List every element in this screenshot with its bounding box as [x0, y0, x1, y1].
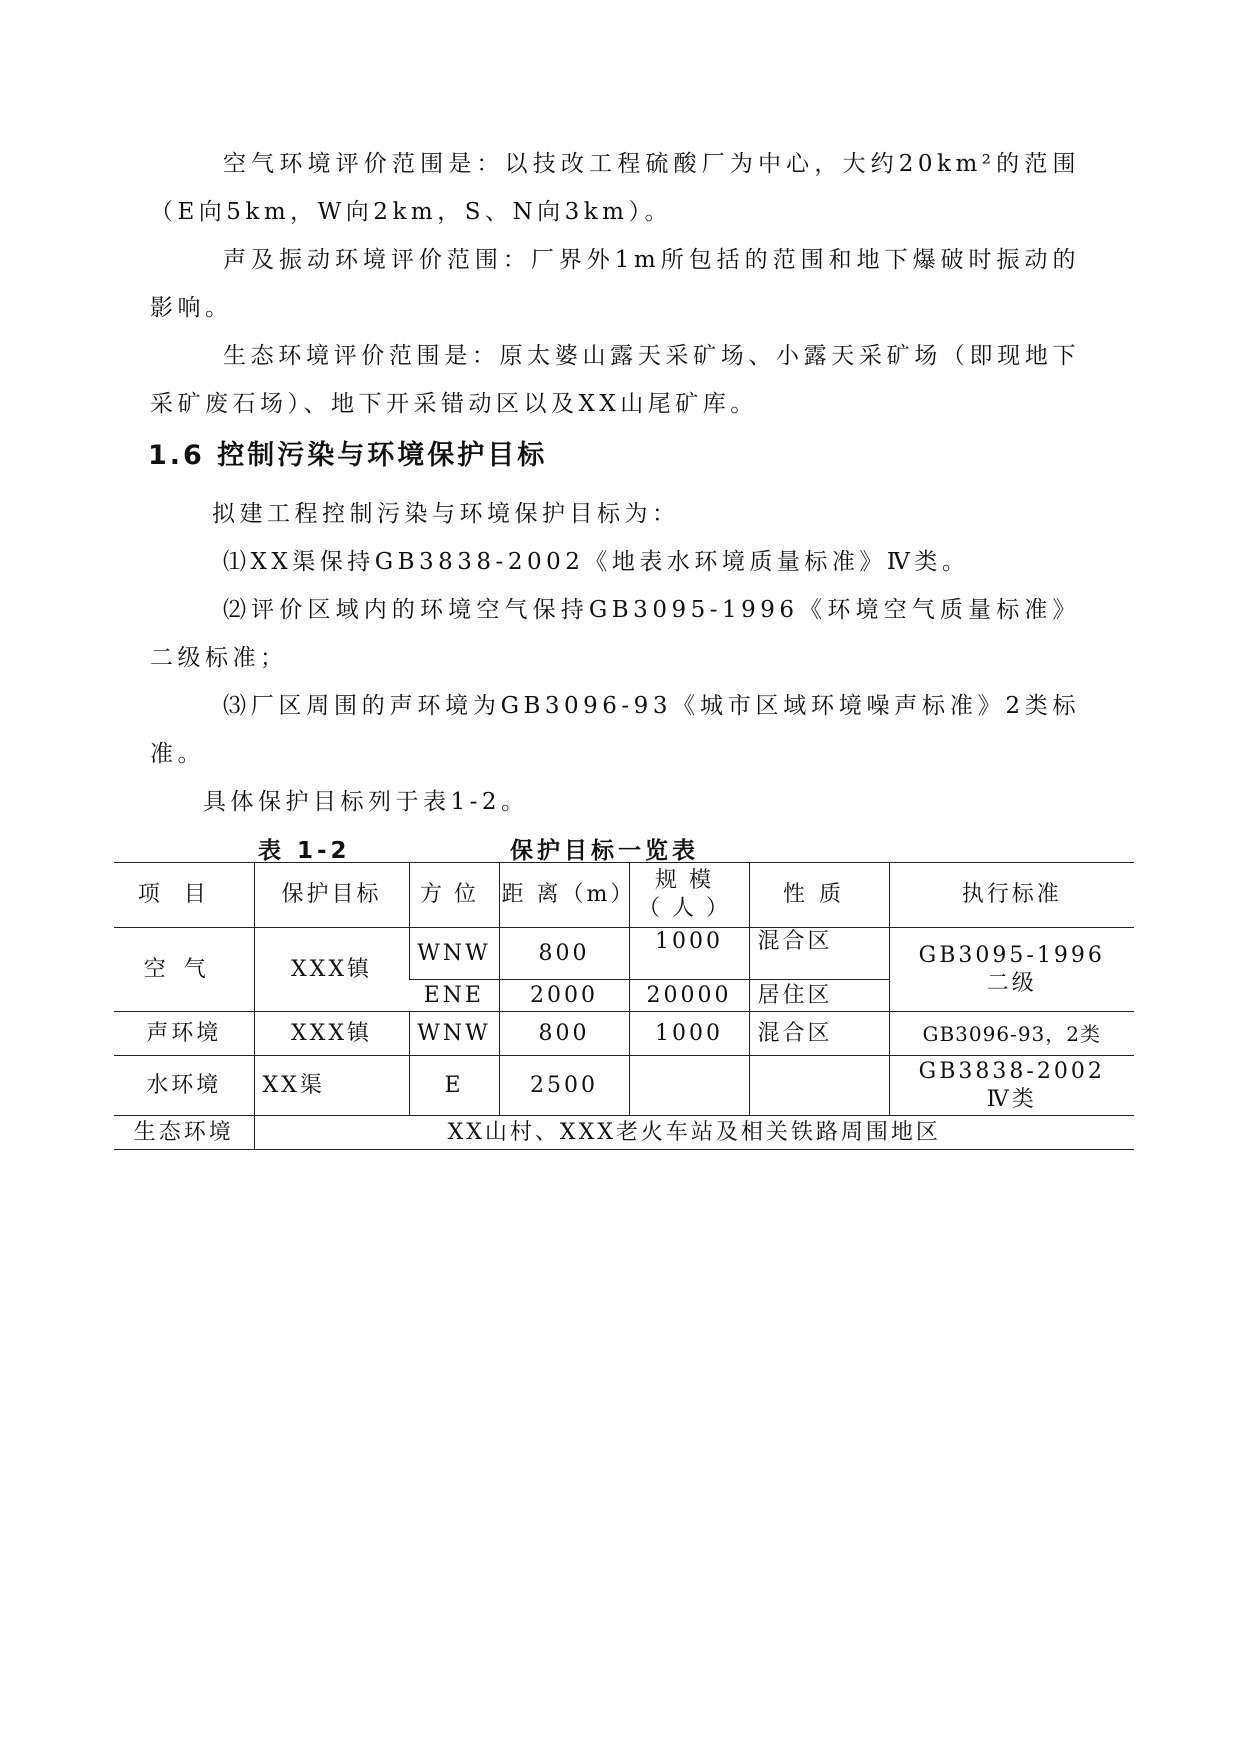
standard-code: GB3095-1996 [918, 942, 1105, 968]
row-scale: 1000 [629, 928, 749, 980]
standard-level: 二级 [986, 970, 1037, 996]
row-item: 空气 [114, 928, 254, 1012]
row-item: 声环境 [114, 1012, 254, 1056]
paragraph-intro: 拟建工程控制污染与环境保护目标为： [212, 501, 680, 527]
row-distance: 800 [499, 928, 629, 980]
table-header-row [114, 863, 1134, 928]
header-scale-unit: （人） [637, 896, 740, 921]
header-cell: 保护目标 [254, 863, 409, 928]
row-scale [629, 1056, 749, 1116]
section-heading: 1.6 控制污染与环境保护目标 [148, 440, 548, 471]
header-cell: 距 离（m） [499, 863, 629, 928]
paragraph-air-range: 空气环境评价范围是：以技改工程硫酸厂为中心，大约20km²的范围（E向5km，W向2km，S、N向3km）。 [150, 151, 1080, 225]
row-standard: GB3096-93，2类 [889, 1012, 1134, 1056]
table-row [114, 1116, 1134, 1150]
row-item: 生态环境 [114, 1116, 254, 1150]
header-cell: 方位 [409, 863, 499, 928]
row-nature: 混合区 [749, 928, 889, 980]
table-row [114, 1056, 1134, 1116]
table-row [114, 1012, 1134, 1056]
row-distance: 2500 [499, 1056, 629, 1116]
row-target: XX山村、XXX老火车站及相关铁路周围地区 [254, 1116, 1134, 1150]
row-target: XXX镇 [254, 928, 409, 1012]
table-row [114, 928, 1134, 980]
row-scale: 20000 [629, 980, 749, 1012]
header-scale: 规模 [654, 868, 723, 893]
row-direction: E [409, 1056, 499, 1116]
row-direction: WNW [409, 928, 499, 980]
row-direction: ENE [409, 980, 499, 1012]
standard-level: Ⅳ类 [986, 1086, 1037, 1112]
header-cell: 性质 [749, 863, 889, 928]
header-cell [629, 863, 749, 928]
table-title: 保护目标一览表 [510, 838, 699, 864]
row-distance: 2000 [499, 980, 629, 1012]
row-nature [749, 1056, 889, 1116]
paragraph-noise-range: 声及振动环境评价范围：厂界外1m所包括的范围和地下爆破时振动的影响。 [150, 247, 1080, 321]
protection-targets-table [114, 862, 1134, 1150]
row-standard [889, 1056, 1134, 1116]
row-item: 水环境 [114, 1056, 254, 1116]
paragraph-table-ref: 具体保护目标列于表1-2。 [203, 789, 529, 815]
paragraph-target-3: ⑶厂区周围的声环境为GB3096-93《城市区域环境噪声标准》2类标准。 [150, 693, 1080, 767]
row-target: XXX镇 [254, 1012, 409, 1056]
paragraph-eco-range: 生态环境评价范围是：原太婆山露天采矿场、小露天采矿场（即现地下采矿废石场）、地下开采错动区以及XX山尾矿库。 [150, 343, 1080, 417]
header-cell: 项目 [114, 863, 254, 928]
row-target: XX渠 [254, 1056, 409, 1116]
standard-code: GB3838-2002 [918, 1058, 1105, 1084]
row-scale: 1000 [629, 1012, 749, 1056]
row-standard [889, 928, 1134, 1012]
row-direction: WNW [409, 1012, 499, 1056]
row-nature: 居住区 [749, 980, 889, 1012]
paragraph-target-2: ⑵评价区域内的环境空气保持GB3095-1996《环境空气质量标准》二级标准； [150, 597, 1080, 671]
row-distance: 800 [499, 1012, 629, 1056]
header-cell: 执行标准 [889, 863, 1134, 928]
paragraph-target-1: ⑴XX渠保持GB3838-2002《地表水环境质量标准》Ⅳ类。 [223, 549, 970, 575]
table-number: 表 1-2 [258, 838, 351, 864]
row-nature: 混合区 [749, 1012, 889, 1056]
